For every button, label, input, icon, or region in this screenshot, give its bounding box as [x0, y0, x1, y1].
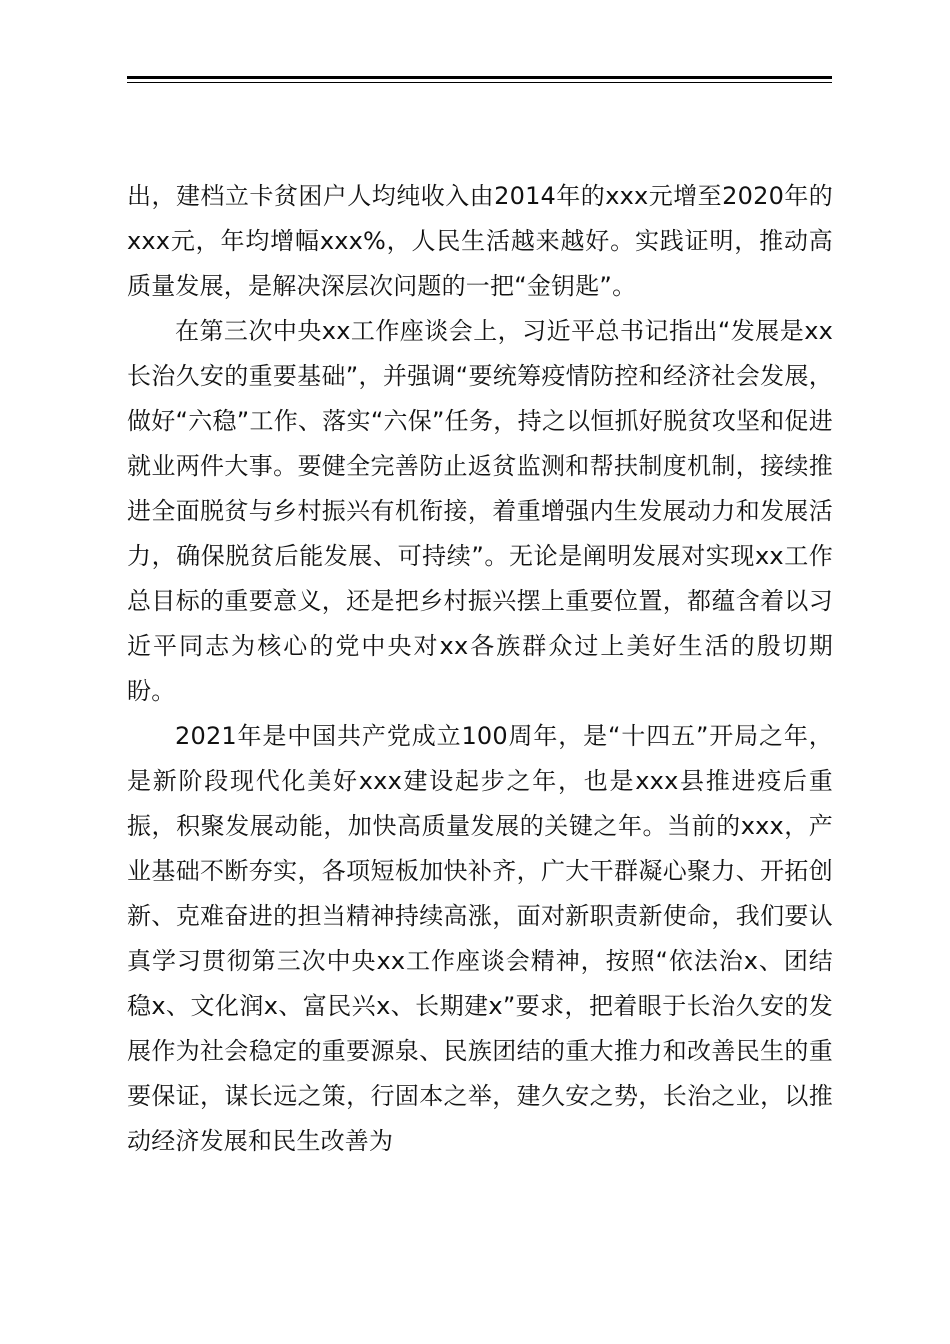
- header-rule-thick: [127, 76, 832, 79]
- document-body: [127, 174, 833, 1164]
- paragraph-2021: 2021年是中国共产党成立100周年，是“十四五”开局之年，是新阶段现代化美好xxx建设起步之年，也是xxx县推进疫后重振，积聚发展动能，加快高质量发展的关键之年。当前的xxx，产业基础不断夯实，各项短板加快补齐，广大干群凝心聚力、开拓创新、克难奋进的担当精神持续高涨，面对新职责新使命，我们要认真学习贯彻第三次中央xx工作座谈会精神，按照“依法治x、团结稳x、文化润x、富民兴x、长期建x”要求，把着眼于长治久安的发展作为社会稳定的重要源泉、民族团结的重大推力和改善民生的重要保证，谋长远之策，行固本之举，建久安之势，长治之业，以推动经济发展和民生改善为: [127, 722, 833, 1155]
- paragraph-symposium: 在第三次中央xx工作座谈会上，习近平总书记指出“发展是xx长治久安的重要基础”，并强调“要统筹疫情防控和经济社会发展，做好“六稳”工作、落实“六保”任务，持之以恒抓好脱贫攻坚和促进就业两件大事。要健全完善防止返贫监测和帮扶制度机制，接续推进全面脱贫与乡村振兴有机衔接，着重增强内生发展动力和发展活力，确保脱贫后能发展、可持续”。无论是阐明发展对实现xx工作总目标的重要意义，还是把乡村振兴摆上重要位置，都蕴含着以习近平同志为核心的党中央对xx各族群众过上美好生活的殷切期盼。: [127, 317, 833, 705]
- paragraph-continued: 出，建档立卡贫困户人均纯收入由2014年的xxx元增至2020年的xxx元，年均增幅xxx%，人民生活越来越好。实践证明，推动高质量发展，是解决深层次问题的一把“金钥匙”。: [127, 182, 833, 300]
- header-rule-thin: [127, 82, 832, 83]
